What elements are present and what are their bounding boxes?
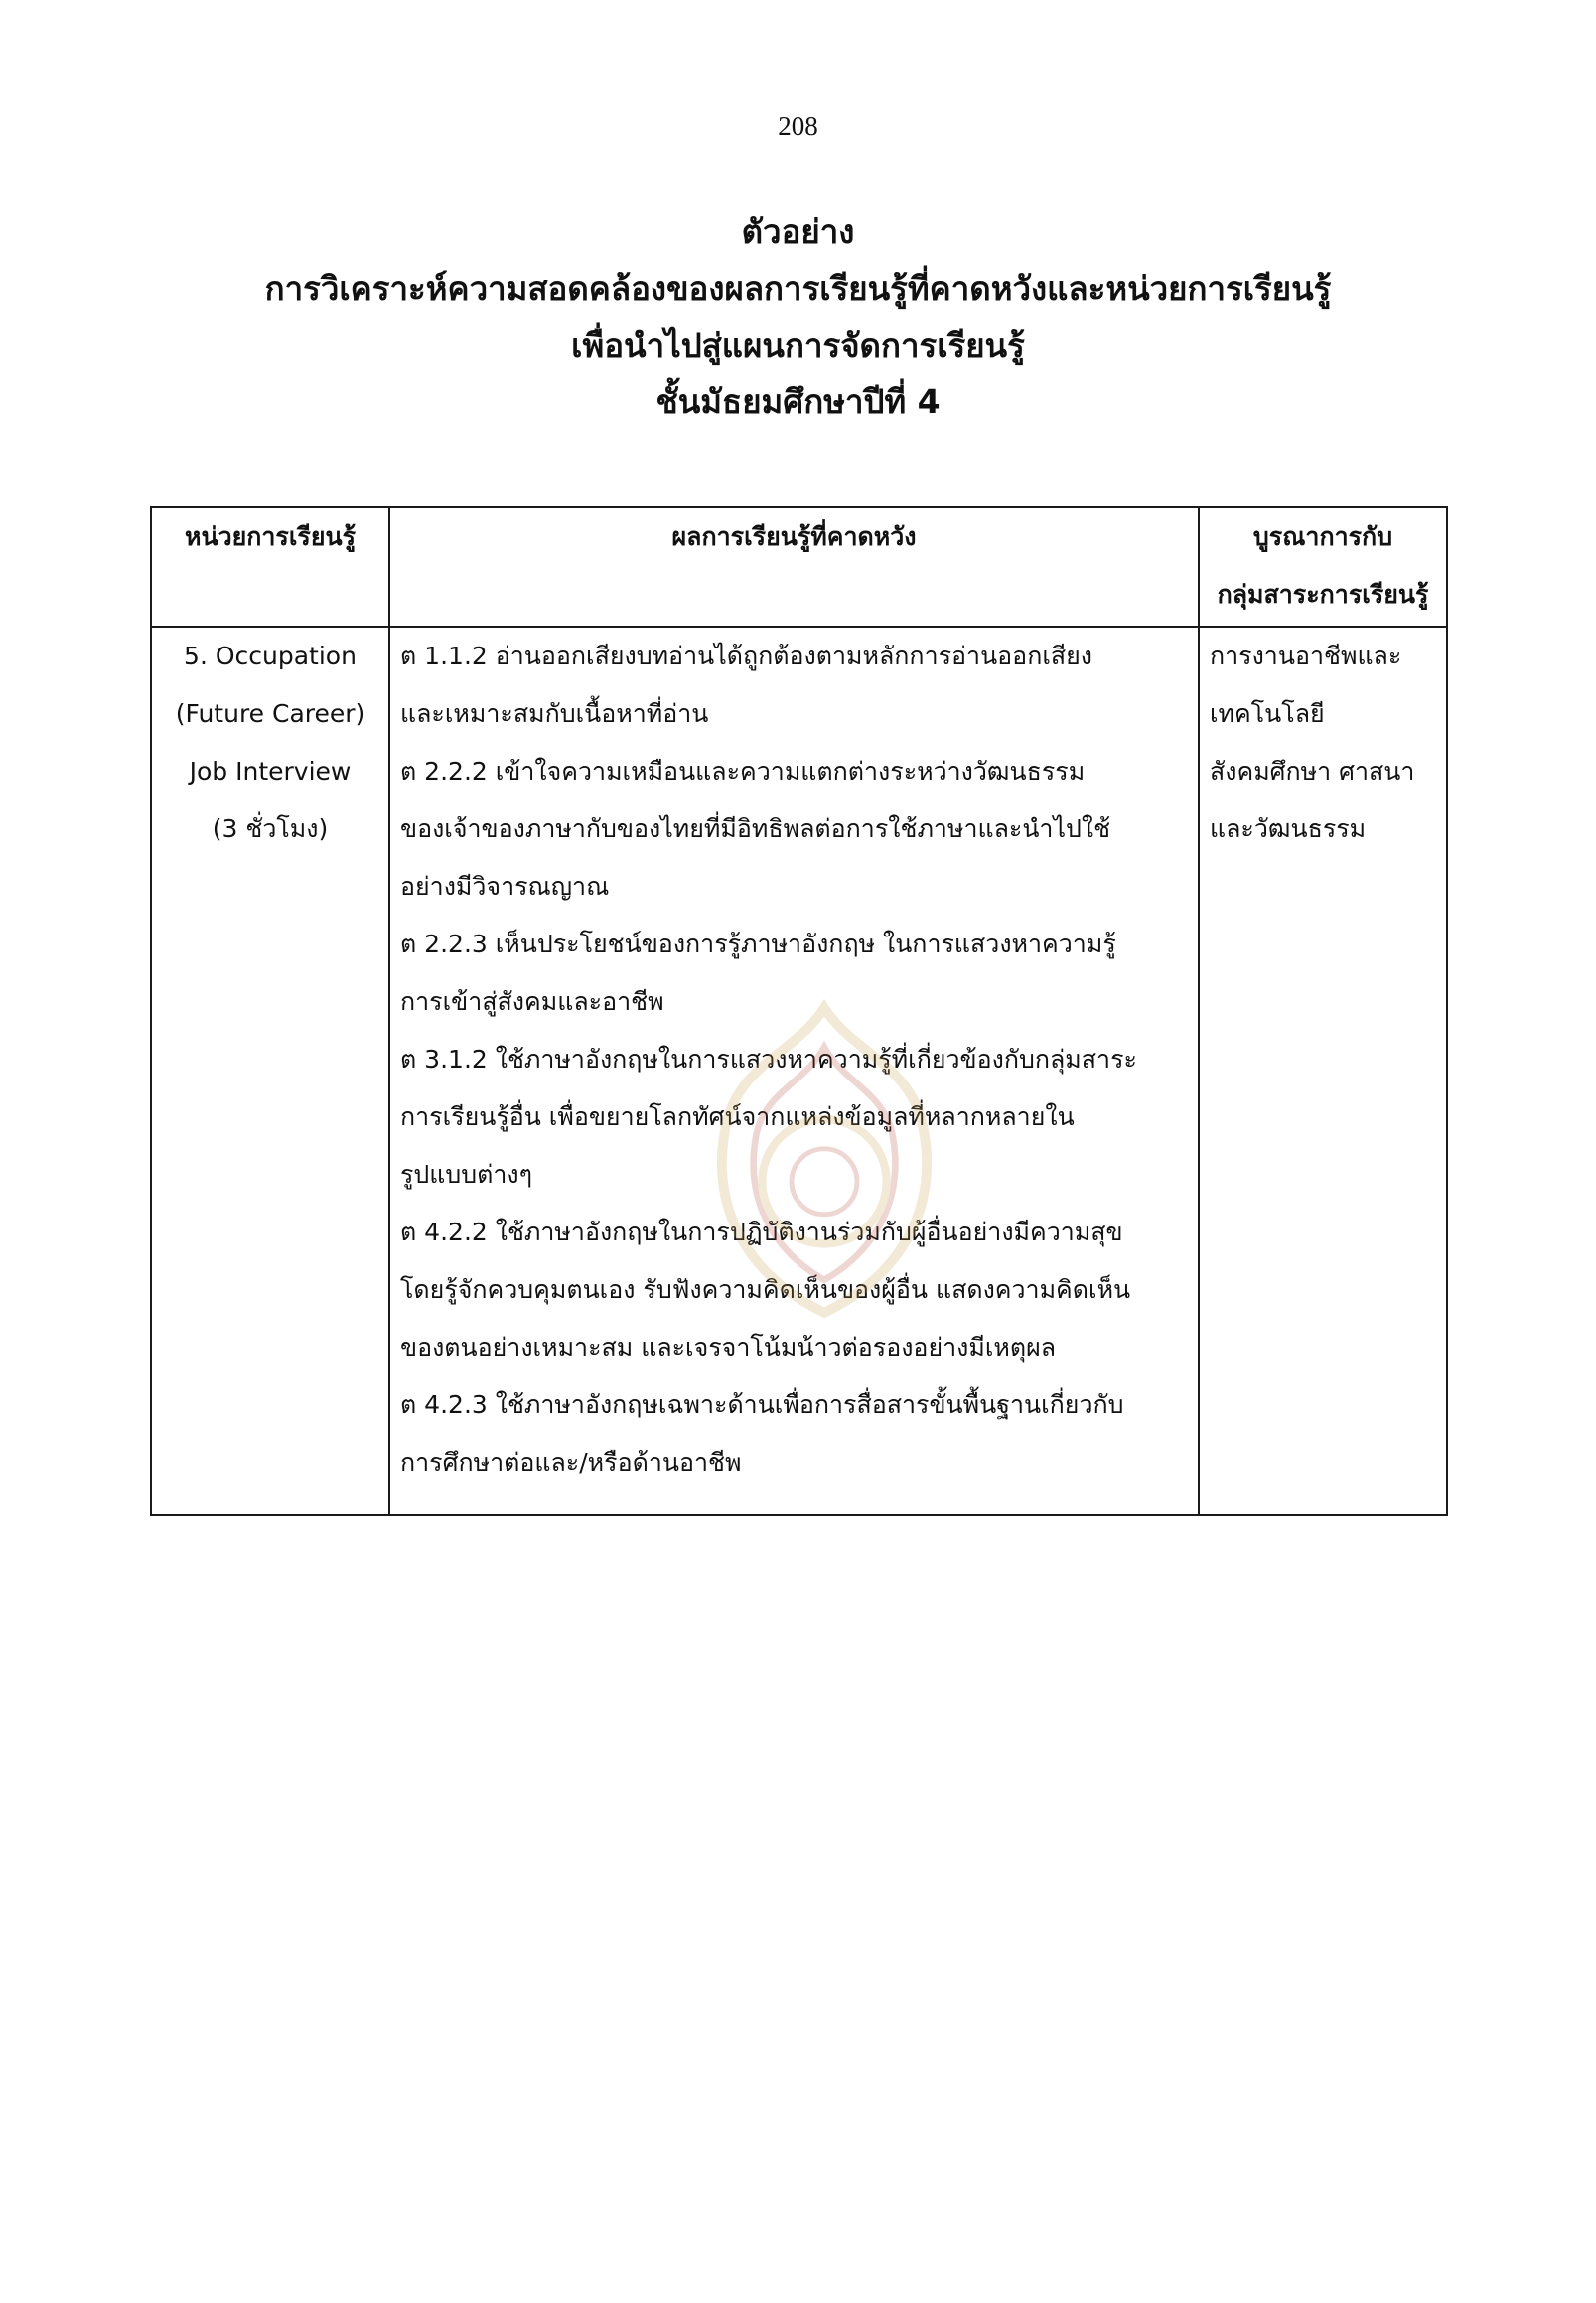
integration-line: การงานอาชีพและ bbox=[1210, 642, 1402, 670]
table-row bbox=[151, 627, 1447, 1515]
header-learning-unit bbox=[151, 507, 389, 627]
outcome-line: ของตนอย่างเหมาะสม และเจรจาโน้มน้าวต่อรองอย่างมีเหตุผล bbox=[400, 1333, 1057, 1362]
title-line: การวิเคราะห์ความสอดคล้องของผลการเรียนรู้ที่คาดหวังและหน่วยการเรียนรู้ bbox=[264, 269, 1332, 308]
alignment-table bbox=[150, 506, 1448, 1516]
outcome-line: ต 1.1.2 อ่านออกเสียงบทอ่านได้ถูกต้องตามหลักการอ่านออกเสียง bbox=[400, 642, 1092, 670]
table-header-row bbox=[151, 507, 1447, 627]
integration-line: เทคโนโลยี bbox=[1210, 699, 1325, 728]
integration-line: และวัฒนธรรม bbox=[1210, 814, 1367, 843]
outcome-line: ต 3.1.2 ใช้ภาษาอังกฤษในการแสวงหาความรู้ที่เกี่ยวข้องกับกลุ่มสาระ bbox=[400, 1045, 1137, 1074]
header-expected-outcomes-label: ผลการเรียนรู้ที่คาดหวัง bbox=[671, 522, 917, 551]
header-integration-label: บูรณาการกับ bbox=[1252, 522, 1393, 551]
outcome-line: ต 2.2.3 เห็นประโยชน์ของการรู้ภาษาอังกฤษ ในการแสวงหาความรู้ bbox=[400, 930, 1116, 958]
outcome-line: โดยรู้จักควบคุมตนเอง รับฟังความคิดเห็นของผู้อื่น แสดงความคิดเห็น bbox=[400, 1275, 1131, 1304]
header-expected-outcomes bbox=[389, 507, 1199, 627]
header-integration-label: กลุ่มสาระการเรียนรู้ bbox=[1217, 580, 1429, 609]
document-title bbox=[0, 204, 1596, 430]
title-line: ชั้นมัธยมศึกษาปีที่ 4 bbox=[655, 382, 941, 421]
learning-unit-cell bbox=[151, 627, 389, 1515]
page-number: 208 bbox=[778, 111, 818, 141]
integration-line: สังคมศึกษา ศาสนา bbox=[1210, 757, 1415, 786]
title-line: ตัวอย่าง bbox=[741, 213, 855, 251]
title-line: เพื่อนำไปสู่แผนการจัดการเรียนรู้ bbox=[571, 326, 1025, 364]
unit-line: (Future Career) bbox=[175, 699, 365, 728]
outcome-line: การศึกษาต่อและ/หรือด้านอาชีพ bbox=[400, 1448, 742, 1477]
outcome-line: ต 4.2.2 ใช้ภาษาอังกฤษในการปฏิบัติงานร่วมกับผู้อื่นอย่างมีความสุข bbox=[400, 1218, 1123, 1246]
outcome-line: การเรียนรู้อื่น เพื่อขยายโลกทัศน์จากแหล่งข้อมูลที่หลากหลายใน bbox=[400, 1102, 1075, 1131]
outcome-line: อย่างมีวิจารณญาณ bbox=[400, 872, 610, 901]
outcome-line: รูปแบบต่างๆ bbox=[400, 1160, 533, 1189]
header-integration bbox=[1199, 507, 1447, 627]
header-learning-unit-label: หน่วยการเรียนรู้ bbox=[185, 522, 356, 551]
outcome-line: การเข้าสู่สังคมและอาชีพ bbox=[400, 987, 664, 1016]
outcome-line: ของเจ้าของภาษากับของไทยที่มีอิทธิพลต่อการใช้ภาษาและนำไปใช้ bbox=[400, 814, 1111, 843]
outcome-line: และเหมาะสมกับเนื้อหาที่อ่าน bbox=[400, 699, 709, 728]
unit-line: 5. Occupation bbox=[184, 642, 357, 670]
outcome-line: ต 2.2.2 เข้าใจความเหมือนและความแตกต่างระหว่างวัฒนธรรม bbox=[400, 757, 1086, 786]
expected-outcomes-cell bbox=[389, 627, 1199, 1515]
unit-line: Job Interview bbox=[189, 757, 352, 786]
integration-cell bbox=[1199, 627, 1447, 1515]
unit-line: (3 ชั่วโมง) bbox=[212, 814, 329, 843]
outcome-line: ต 4.2.3 ใช้ภาษาอังกฤษเฉพาะด้านเพื่อการสื่อสารขั้นพื้นฐานเกี่ยวกับ bbox=[400, 1390, 1124, 1419]
